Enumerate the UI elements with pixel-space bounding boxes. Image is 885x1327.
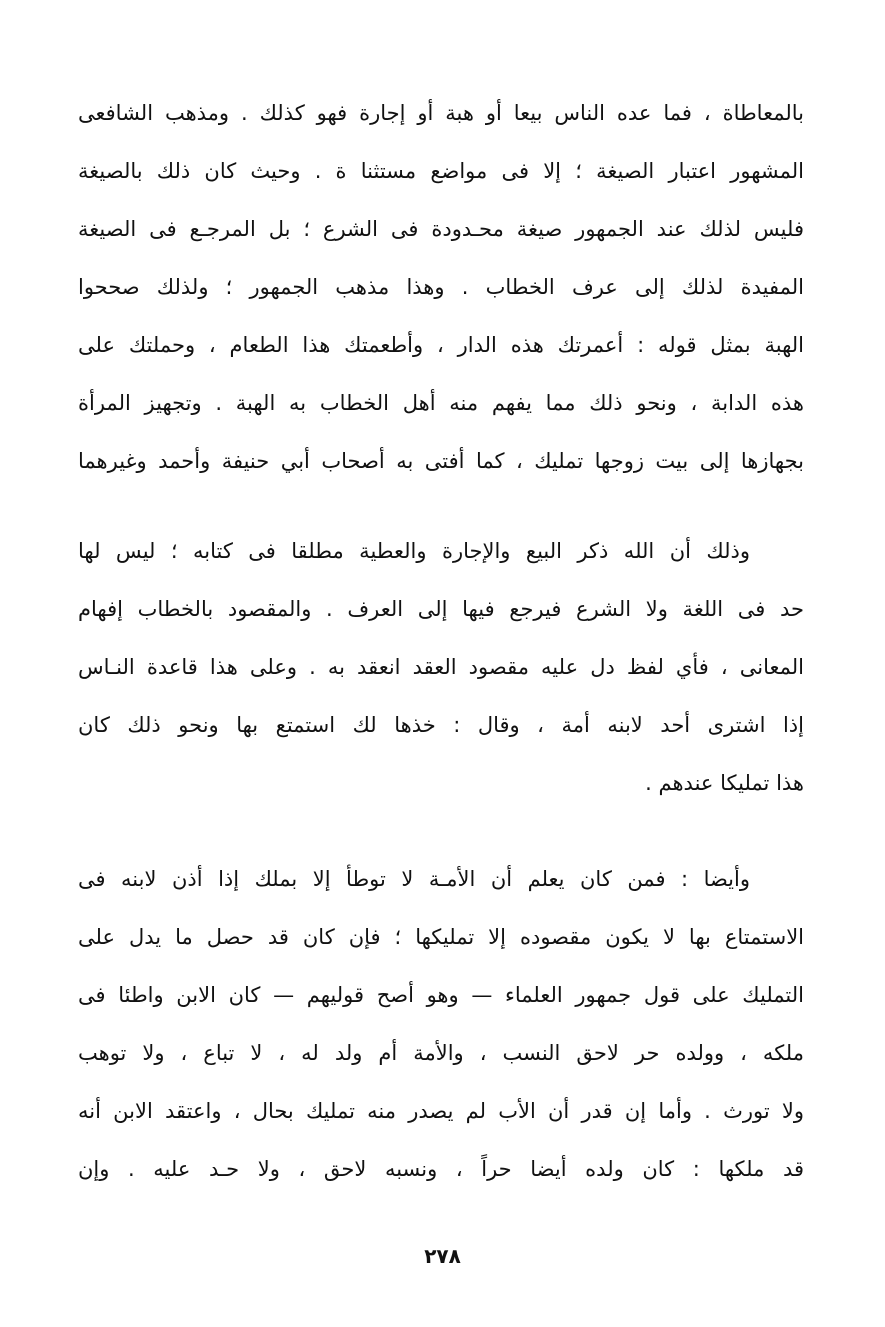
text-line: ملكه ، وولده حر لاحق النسب ، والأمة أم ولد له ، لا تباع ، ولا توهب — [78, 1041, 804, 1065]
paragraph-2 — [78, 522, 804, 812]
paragraph-3 — [78, 850, 804, 1198]
text-line: هذا تمليكا عندهم . — [645, 771, 804, 795]
text-line: وذلك أن الله ذكر البيع والإجارة والعطية مطلقا فى كتابه ؛ ليس لها — [78, 539, 750, 563]
text-line: المفيدة لذلك إلى عرف الخطاب . وهذا مذهب الجمهور ؛ ولذلك صححوا — [78, 275, 804, 299]
text-line: بجهازها إلى بيت زوجها تمليك ، كما أفتى به أصحاب أبي حنيفة وأحمد وغيرهما — [78, 449, 804, 473]
text-line: المشهور اعتبار الصيغة ؛ إلا فى مواضع مستثنا ة . وحيث كان ذلك بالصيغة — [78, 159, 804, 183]
text-line: إذا اشترى أحد لابنه أمة ، وقال : خذها لك استمتع بها ونحو ذلك كان — [78, 713, 804, 737]
text-line: الاستمتاع بها لا يكون مقصوده إلا تمليكها ؛ فإن كان قد حصل ما يدل على — [78, 925, 804, 949]
text-line: وأيضا : فمن كان يعلم أن الأمـة لا توطأ إلا بملك إذا أذن لابنه فى — [78, 867, 750, 891]
page-number: ٢٧٨ — [424, 1244, 461, 1268]
paragraph-1 — [78, 84, 804, 490]
text-line: المعانى ، فأي لفظ دل عليه مقصود العقد انعقد به . وعلى هذا قاعدة النـاس — [78, 655, 804, 679]
text-line: ولا تورث . وأما إن قدر أن الأب لم يصدر منه تمليك بحال ، واعتقد الابن أنه — [78, 1099, 804, 1123]
text-line: فليس لذلك عند الجمهور صيغة محـدودة فى الشرع ؛ بل المرجـع فى الصيغة — [78, 217, 804, 241]
text-line: قد ملكها : كان ولده أيضا حراً ، ونسبه لاحق ، ولا حـد عليه . وإن — [78, 1157, 804, 1181]
text-line: الهبة بمثل قوله : أعمرتك هذه الدار ، وأطعمتك هذا الطعام ، وحملتك على — [78, 333, 804, 357]
text-line: هذه الدابة ، ونحو ذلك مما يفهم منه أهل الخطاب به الهبة . وتجهيز المرأة — [78, 391, 804, 415]
text-line: بالمعاطاة ، فما عده الناس بيعا أو هبة أو إجارة فهو كذلك . ومذهب الشافعى — [78, 101, 804, 125]
text-line: التمليك على قول جمهور العلماء — وهو أصح قوليهم — كان الابن واطئا فى — [78, 983, 804, 1007]
text-line: حد فى اللغة ولا الشرع فيرجع فيها إلى العرف . والمقصود بالخطاب إفهام — [78, 597, 804, 621]
